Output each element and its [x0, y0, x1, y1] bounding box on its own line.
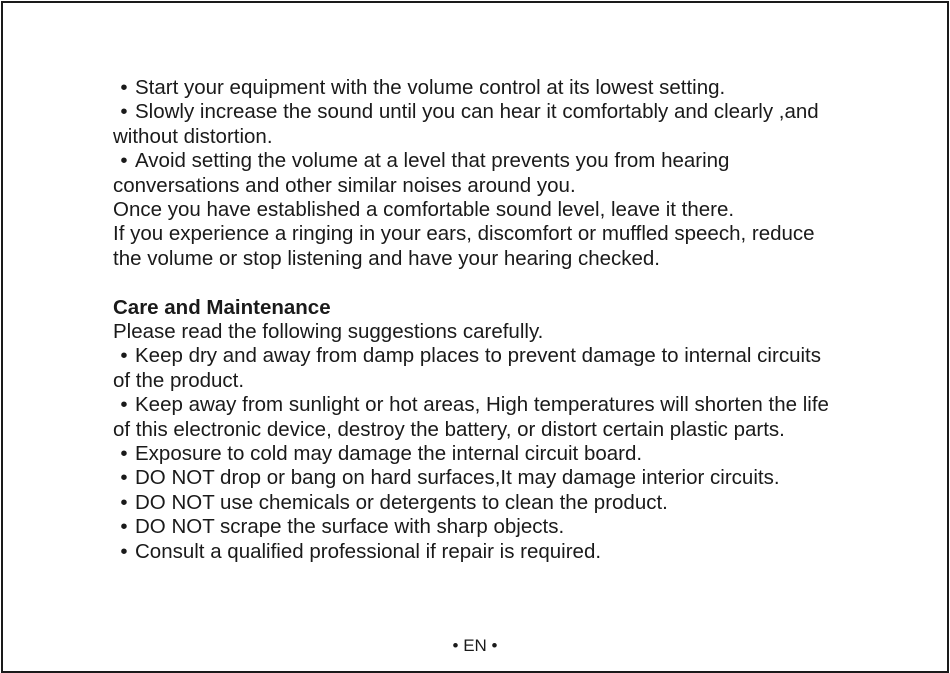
- volume-note-1: Once you have established a comfortable sound level, leave it there.: [113, 198, 735, 222]
- bullet-icon: •: [120, 76, 128, 99]
- document-body: [113, 76, 913, 564]
- care-tip-7-text: Consult a qualified professional if repair is required.: [135, 539, 602, 563]
- page-footer-label: • EN •: [452, 636, 498, 655]
- bullet-icon: •: [120, 344, 128, 368]
- bullet-icon: •: [120, 149, 128, 173]
- section-spacer: [113, 271, 913, 295]
- care-tip-6-text: DO NOT scrape the surface with sharp objects.: [135, 515, 565, 539]
- care-tip-3-text: Exposure to cold may damage the internal circuit board.: [135, 442, 643, 466]
- volume-tip-1: [113, 76, 913, 100]
- care-tip-4: [113, 466, 913, 490]
- volume-tip-1-text: Start your equipment with the volume control at its lowest setting.: [135, 76, 726, 99]
- bullet-icon: •: [120, 442, 128, 466]
- care-lead: Please read the following suggestions carefully.: [113, 320, 544, 344]
- care-tip-4-text: DO NOT drop or bang on hard surfaces,It may damage interior circuits.: [135, 466, 780, 490]
- care-tip-2: [113, 393, 913, 417]
- bullet-icon: •: [120, 539, 128, 563]
- care-tip-2-cont: of this electronic device, destroy the battery, or distort certain plastic parts.: [113, 417, 785, 441]
- bullet-icon: •: [120, 490, 128, 514]
- volume-tip-3-cont: conversations and other similar noises around you.: [113, 173, 576, 197]
- care-tip-6: [113, 515, 913, 539]
- care-heading: Care and Maintenance: [113, 295, 331, 319]
- bullet-icon: •: [120, 393, 128, 417]
- volume-tip-2-cont: without distortion.: [113, 124, 273, 148]
- volume-tip-3-text: Avoid setting the volume at a level that prevents you from hearing: [135, 149, 730, 173]
- bullet-icon: •: [120, 100, 128, 124]
- volume-tip-3: [113, 149, 913, 173]
- care-tip-5: [113, 491, 913, 515]
- care-tip-2-text: Keep away from sunlight or hot areas, High temperatures will shorten the life: [135, 393, 829, 417]
- care-tip-7: [113, 540, 913, 564]
- care-tip-5-text: DO NOT use chemicals or detergents to clean the product.: [135, 490, 668, 514]
- bullet-icon: •: [120, 515, 128, 539]
- volume-note-2-cont: the volume or stop listening and have your hearing checked.: [113, 246, 661, 270]
- care-tip-1-text: Keep dry and away from damp places to prevent damage to internal circuits: [135, 344, 821, 368]
- care-tip-1-cont: of the product.: [113, 368, 245, 392]
- care-tip-3: [113, 442, 913, 466]
- volume-note-2: If you experience a ringing in your ears, discomfort or muffled speech, reduce: [113, 222, 815, 246]
- volume-tip-2: [113, 100, 913, 124]
- bullet-icon: •: [120, 466, 128, 490]
- volume-tip-2-text: Slowly increase the sound until you can hear it comfortably and clearly ,and: [135, 100, 819, 124]
- care-tip-1: [113, 344, 913, 368]
